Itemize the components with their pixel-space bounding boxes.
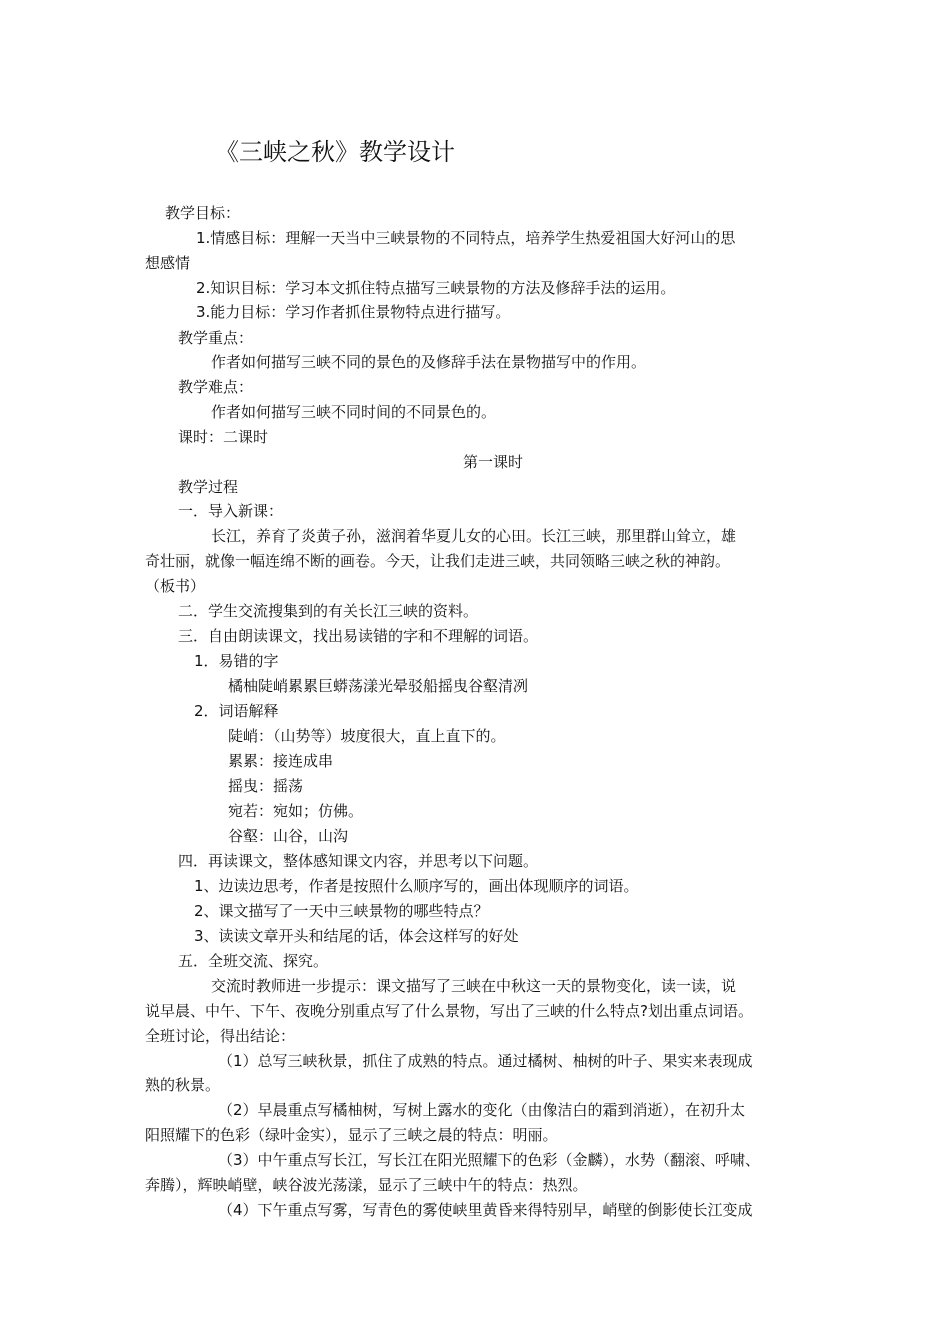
paragraph-line: 橘柚陡峭累累巨蟒荡漾光晕驳船摇曳谷壑清冽 [228, 677, 529, 695]
paragraph-line: 作者如何描写三峡不同的景色的及修辞手法在景物描写中的作用。 [211, 353, 647, 371]
list-item: 2．词语解释 [194, 702, 279, 720]
paragraph-line: 长江，养育了炎黄子孙，滋润着华夏儿女的心田。长江三峡，那里群山耸立，雄 [211, 527, 737, 545]
paragraph-line: 2.知识目标：学习本文抓住特点描写三峡景物的方法及修辞手法的运用。 [196, 279, 676, 297]
paragraph-line: （1）总写三峡秋景，抓住了成熟的特点。通过橘树、柚树的叶子、果实来表现成 [218, 1052, 753, 1070]
lesson-heading: 第一课时 [463, 453, 524, 471]
definition-line: 谷壑：山谷，山沟 [228, 827, 349, 845]
paragraph-line: （3）中午重点写长江，写长江在阳光照耀下的色彩（金麟），水势（翻滚、呼啸、 [218, 1151, 761, 1169]
section-heading: 一．导入新课： [178, 502, 284, 520]
section-heading: 教学目标： [165, 204, 241, 222]
paragraph-line: 全班讨论，得出结论： [145, 1027, 296, 1045]
section-heading: 教学重点： [178, 329, 254, 347]
paragraph-line: 作者如何描写三峡不同时间的不同景色的。 [211, 403, 497, 421]
section-heading: 三．自由朗读课文，找出易读错的字和不理解的词语。 [178, 627, 539, 645]
definition-line: 陡峭：（山势等）坡度很大，直上直下的。 [228, 727, 506, 745]
list-item: 1、边读边思考，作者是按照什么顺序写的，画出体现顺序的词语。 [194, 877, 639, 895]
list-item: 1．易错的字 [194, 652, 279, 670]
section-heading: 五．全班交流、探究。 [178, 952, 329, 970]
paragraph-line: 阳照耀下的色彩（绿叶金实），显示了三峡之晨的特点：明丽。 [145, 1126, 558, 1144]
paragraph-line: 3.能力目标：学习作者抓住景物特点进行描写。 [196, 303, 511, 321]
document-title: 《三峡之秋》教学设计 [215, 138, 455, 166]
list-item: 2、课文描写了一天中三峡景物的哪些特点？ [194, 902, 489, 920]
paragraph-line: （4）下午重点写雾，写青色的雾使峡里黄昏来得特别早，峭壁的倒影使长江变成 [218, 1201, 753, 1219]
section-heading: 教学难点： [178, 378, 254, 396]
paragraph-line: 1.情感目标：理解一天当中三峡景物的不同特点，培养学生热爱祖国大好河山的思 [196, 229, 736, 247]
definition-line: 摇曳：摇荡 [228, 777, 304, 795]
paragraph-line: （2）早晨重点写橘柚树，写树上露水的变化（由像洁白的霜到消逝），在初升太 [218, 1101, 746, 1119]
paragraph-line: 熟的秋景。 [145, 1076, 221, 1094]
paragraph-line: 奇壮丽，就像一幅连绵不断的画卷。今天，让我们走进三峡，共同领略三峡之秋的神韵。 [145, 552, 731, 570]
section-heading: 教学过程 [178, 478, 239, 496]
definition-line: 宛若：宛如；仿佛。 [228, 802, 364, 820]
paragraph-line: 想感情 [145, 254, 191, 272]
paragraph-line: 奔腾），辉映峭壁，峡谷波光荡漾，显示了三峡中午的特点：热烈。 [145, 1176, 588, 1194]
section-heading: 四．再读课文，整体感知课文内容，并思考以下问题。 [178, 852, 539, 870]
paragraph-line: 交流时教师进一步提示：课文描写了三峡在中秋这一天的景物变化，读一读，说 [211, 977, 737, 995]
list-item: 3、读读文章开头和结尾的话，体会这样写的好处 [194, 927, 519, 945]
paragraph-line: 课时：二课时 [178, 428, 269, 446]
paragraph-line: 说早晨、中午、下午、夜晚分别重点写了什么景物，写出了三峡的什么特点?划出重点词语。 [145, 1002, 753, 1020]
paragraph-line: （板书） [145, 577, 206, 595]
section-heading: 二．学生交流搜集到的有关长江三峡的资料。 [178, 602, 479, 620]
definition-line: 累累：接连成串 [228, 752, 334, 770]
